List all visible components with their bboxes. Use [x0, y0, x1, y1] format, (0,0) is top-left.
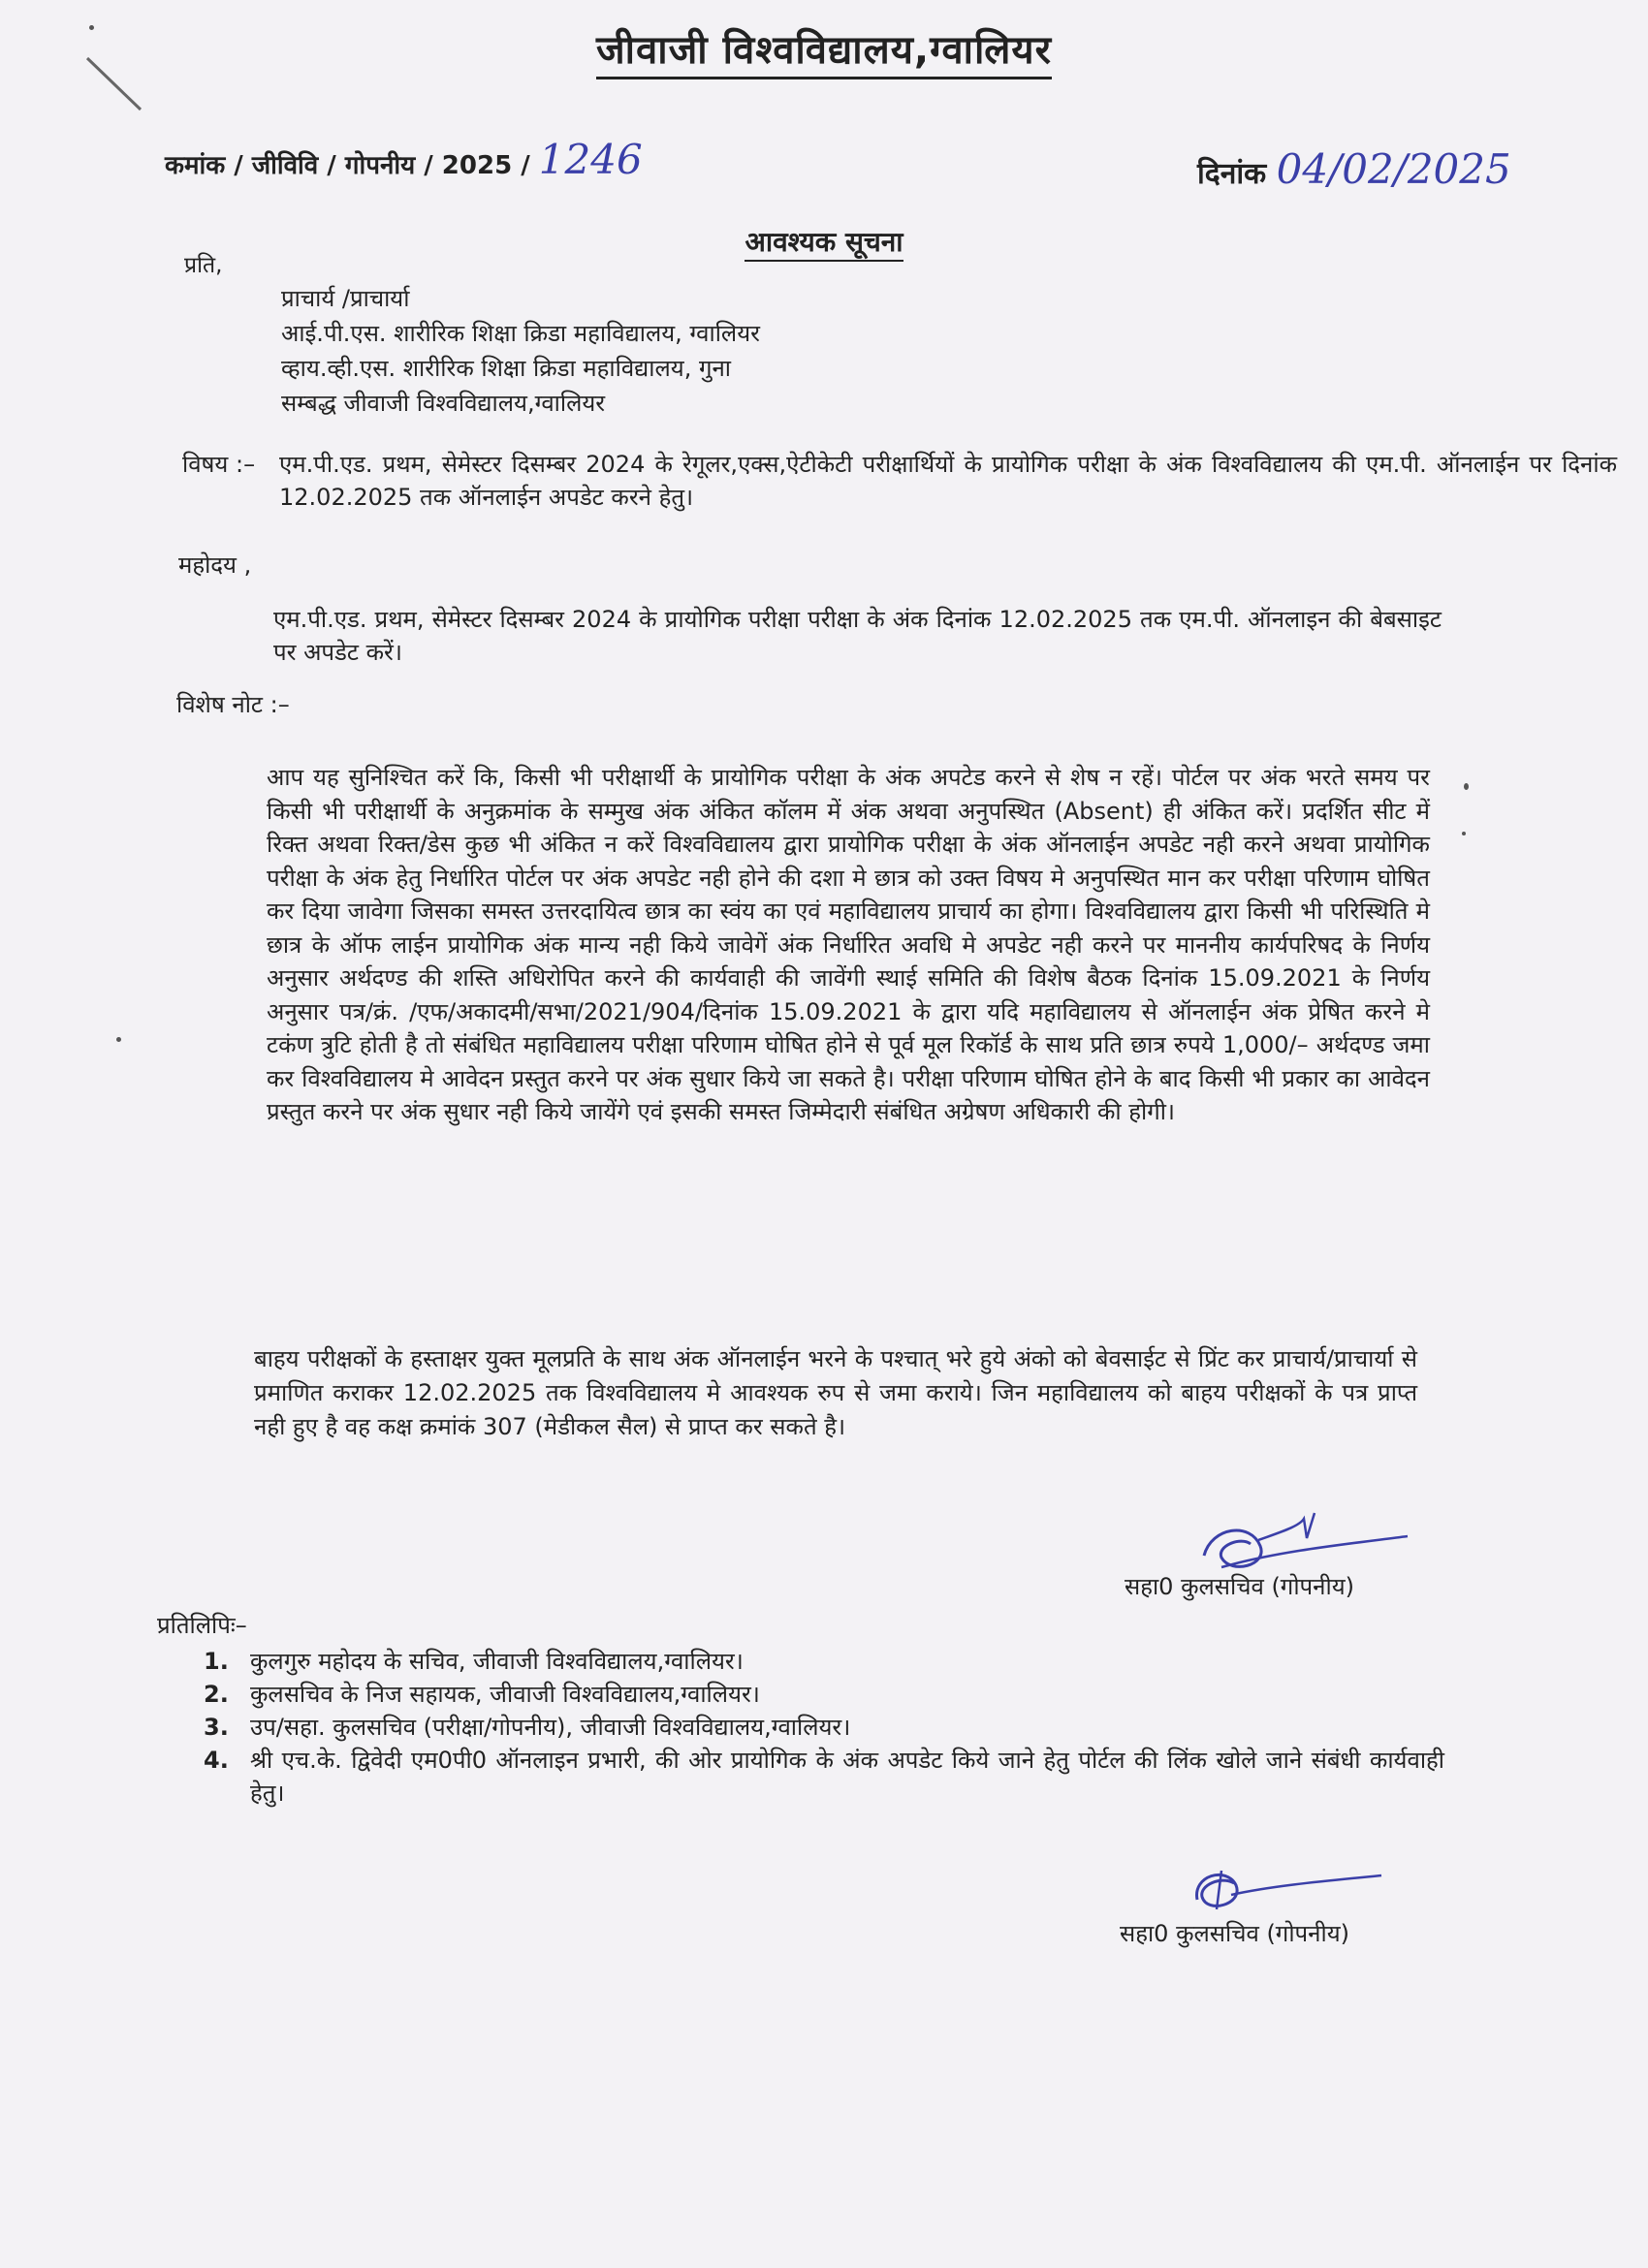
signature-scribble-2: [1178, 1856, 1391, 1924]
list-item-number: 3.: [204, 1714, 229, 1741]
reference-number: [165, 136, 643, 183]
address-line: आई.पी.एस. शारीरिक शिक्षा क्रिडा महाविद्यालय, ग्वालियर: [281, 320, 760, 347]
special-note-paragraph-2: बाहय परीक्षकों के हस्ताक्षर युक्त मूलप्रति के साथ अंक ऑनलाईन भरने के पश्चात् भरे हुये अंको को बेवसाईट से प्रिंट कर प्राचार्य/प्राचार्या से प्रमाणित कराकर 12.02.2025 तक विश्वविद्यालय मे आवश्यक रुप से जमा कराये। जिन महाविद्यालय को बाहय परीक्षकों के पत्र प्राप्त नही हुए है वह कक्ष क्रमांकं 307 (मेडीकल सैल) से प्राप्त कर सकते है।: [254, 1345, 1417, 1440]
notice-heading: आवश्यक सूचना: [0, 223, 1648, 260]
reference-handwritten-number: 1246: [538, 136, 643, 183]
scan-speck: [116, 1037, 121, 1042]
address-line: प्राचार्य /प्राचार्या: [281, 285, 410, 312]
list-item-text: श्री एच.के. द्विवेदी एम0पी0 ऑनलाइन प्रभारी, की ओर प्रायोगिक के अंक अपडेट किये जाने हेतु पोर्टल की लिंक खोले जाने संबंधी कार्यवाही हेतु।: [250, 1747, 1444, 1807]
signature-2-designation: सहा0 कुलसचिव (गोपनीय): [1120, 1920, 1349, 1947]
date-label: दिनांक: [1197, 157, 1267, 191]
date-handwritten-value: 04/02/2025: [1276, 145, 1511, 193]
address-line: सम्बद्ध जीवाजी विश्वविद्यालय,ग्वालियर: [281, 390, 606, 417]
signature-1-designation: सहा0 कुलसचिव (गोपनीय): [1125, 1573, 1354, 1600]
recipient-address: [281, 281, 760, 421]
list-item: [204, 1744, 1444, 1810]
scan-speck: [1462, 832, 1466, 835]
copy-to-list: [204, 1645, 1444, 1810]
recipient-prefix: प्रति,: [184, 253, 223, 278]
list-item-text: उप/सहा. कुलसचिव (परीक्षा/गोपनीय), जीवाजी विश्वविद्यालय,ग्वालियर।: [250, 1714, 851, 1741]
list-item-number: 2.: [204, 1681, 229, 1708]
list-item-number: 4.: [204, 1747, 229, 1774]
salutation: महोदय ,: [178, 551, 252, 579]
copy-to-heading: प्रतिलिपिः–: [157, 1612, 247, 1639]
subject-label: विषय :–: [182, 451, 256, 478]
address-line: व्हाय.व्ही.एस. शारीरिक शिक्षा क्रिडा महाविद्यालय, गुना: [281, 355, 732, 382]
page-title: जीवाजी विश्वविद्यालय,ग्वालियर: [0, 21, 1648, 75]
list-item: [204, 1711, 1444, 1744]
letter-date: [1197, 145, 1511, 193]
list-item: [204, 1645, 1444, 1678]
special-note-heading: विशेष नोट :–: [176, 691, 290, 718]
special-note-paragraph-1: आप यह सुनिश्चित करें कि, किसी भी परीक्षार्थी के प्रायोगिक परीक्षा के अंक अपटेड करने से शेष न रहें। पोर्टल पर अंक भरते समय पर किसी भी परीक्षार्थी के अनुक्रमांक के सम्मुख अंक अंकित कॉलम में अंक अथवा अनुपस्थित (Absent) ही अंकित करें। प्रदर्शित सीट में रिक्त अथवा रिक्त/डेस कुछ भी अंकित न करें विश्वविद्यालय द्वारा प्रायोगिक परीक्षा के अंक ऑनलाईन अपडेट नही करने अथवा प्रायोगिक परीक्षा के अंक हेतु निर्धारित पोर्टल पर अंक अपडेट नही होने की दशा मे छात्र को उक्त विषय मे अनुपस्थित मान कर परीक्षा परिणाम घोषित कर दिया जावेगा जिसका समस्त उत्तरदायित्व छात्र का स्वंय का एवं महाविद्यालय प्राचार्य का होगा। विश्वविद्यालय द्वारा किसी भी परिस्थिति मे छात्र के ऑफ लाईन प्रायोगिक अंक मान्य नही किये जावेगें अंक निर्धारित अवधि मे अपडेट नही करने पर माननीय कार्यपरिषद के निर्णय अनुसार अर्थदण्ड की शस्ति अधिरोपित करने की कार्यवाही की जावेंगी स्थाई समिति की विशेष बैठक दिनांक 15.09.2021 के निर्णय अनुसार पत्र/क्रं. /एफ/अकादमी/सभा/2021/904/दिनांक 15.09.2021 के द्वारा यदि महाविद्यालय से ऑनलाईन अंक प्रेषित करने मे टकंण त्रुटि होती है तो संबंधित महाविद्यालय परीक्षा परिणाम घोषित होने से पूर्व मूल रिकॉर्ड के साथ प्रति छात्र रुपये 1,000/– अर्थदण्ड जमा कर विश्वविद्यालय मे आवेदन प्रस्तुत करने पर अंक सुधार किये जा सकते है। परीक्षा परिणाम घोषित होने के बाद किसी भी प्रकार का आवेदन प्रस्तुत करने पर अंक सुधार नही किये जायेंगे एवं इसकी समस्त जिम्मेदारी संबंधित अग्रेषण अधिकारी की होगी।: [267, 764, 1430, 1125]
list-item-text: कुलगुरु महोदय के सचिव, जीवाजी विश्वविद्यालय,ग्वालियर।: [250, 1648, 744, 1675]
body-intro: एम.पी.एड. प्रथम, सेमेस्टर दिसम्बर 2024 के प्रायोगिक परीक्षा परीक्षा के अंक दिनांक 12.02.2025 तक एम.पी. ऑनलाइन की बेबसाइट पर अपडेट करें।: [273, 606, 1442, 666]
list-item-text: कुलसचिव के निज सहायक, जीवाजी विश्वविद्यालय,ग्वालियर।: [250, 1681, 760, 1708]
subject-text: एम.पी.एड. प्रथम, सेमेस्टर दिसम्बर 2024 के रेगूलर,एक्स,ऐटीकेटी परीक्षार्थियों के प्रायोगिक परीक्षा के अंक विश्वविद्यालय की एम.पी. ऑनलाईन पर दिनांक 12.02.2025 तक ऑनलाईन अपडेट करने हेतु।: [279, 451, 1617, 511]
reference-prefix: कमांक / जीविवि / गोपनीय / 2025 /: [165, 151, 530, 180]
scan-speck: [1464, 783, 1469, 790]
list-item: [204, 1678, 1444, 1711]
list-item-number: 1.: [204, 1648, 229, 1675]
